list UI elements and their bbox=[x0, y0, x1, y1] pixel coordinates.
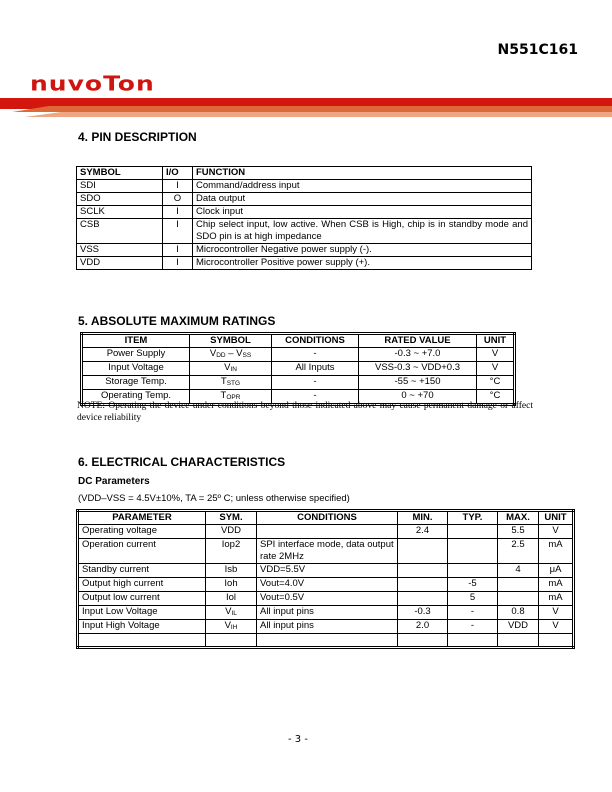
pin-function: Data output bbox=[193, 193, 532, 206]
parameter-max bbox=[498, 578, 539, 592]
empty-cell bbox=[448, 634, 498, 648]
rating-symbol bbox=[190, 376, 272, 390]
test-conditions: (VDD–VSS = 4.5V±10%, TA = 25º C; unless otherwise specified) bbox=[78, 493, 350, 504]
pin-function: Chip select input, low active. When CSB is High, chip is in standby mode and SDO pin is at high impedance bbox=[193, 219, 532, 244]
pin-symbol: SCLK bbox=[77, 206, 163, 219]
rated-value: VSS-0.3 ~ VDD+0.3 bbox=[359, 362, 477, 376]
parameter-symbol bbox=[206, 620, 257, 634]
symbol-base: Isb bbox=[224, 564, 238, 575]
symbol-subscript: OPR bbox=[226, 394, 241, 401]
parameter-u: V bbox=[539, 620, 574, 634]
parameter-condition bbox=[257, 525, 398, 539]
symbol-subscript: IH bbox=[230, 624, 238, 631]
column-header: CONDITIONS bbox=[257, 511, 398, 525]
pin-io: O bbox=[163, 193, 193, 206]
parameter-min bbox=[398, 564, 448, 578]
rating-unit: °C bbox=[477, 376, 515, 390]
pin-symbol: SDI bbox=[77, 180, 163, 193]
parameter-max: 4 bbox=[498, 564, 539, 578]
table-row bbox=[78, 525, 574, 539]
symbol-base: Iop2 bbox=[221, 539, 241, 550]
pin-io: I bbox=[163, 206, 193, 219]
section-6-title: 6. ELECTRICAL CHARACTERISTICS bbox=[78, 455, 286, 469]
parameter-condition: Vout=0.5V bbox=[257, 592, 398, 606]
empty-cell bbox=[398, 634, 448, 648]
rating-condition: - bbox=[272, 390, 359, 405]
rating-unit: V bbox=[477, 362, 515, 376]
parameter-u: mA bbox=[539, 578, 574, 592]
pin-symbol: SDO bbox=[77, 193, 163, 206]
symbol-base: V bbox=[209, 348, 217, 359]
table-row bbox=[77, 180, 532, 193]
dc-parameters-table bbox=[76, 509, 575, 649]
parameter-max: 5.5 bbox=[498, 525, 539, 539]
column-header: SYMBOL bbox=[190, 334, 272, 348]
table-row bbox=[78, 592, 574, 606]
symbol-base: V bbox=[224, 620, 231, 631]
rating-symbol bbox=[190, 362, 272, 376]
header-band bbox=[0, 106, 612, 112]
pin-symbol: VSS bbox=[77, 244, 163, 257]
column-header: TYP. bbox=[448, 511, 498, 525]
column-header: CONDITIONS bbox=[272, 334, 359, 348]
parameter-max bbox=[498, 592, 539, 606]
section-5-title: 5. ABSOLUTE MAXIMUM RATINGS bbox=[78, 314, 276, 328]
parameter-symbol bbox=[206, 525, 257, 539]
nuvoton-logo: nuvoTon bbox=[30, 72, 155, 96]
part-number: N551C161 bbox=[497, 42, 578, 58]
table-row bbox=[78, 539, 574, 564]
pin-io: I bbox=[163, 257, 193, 270]
parameter-u: mA bbox=[539, 592, 574, 606]
parameter-symbol bbox=[206, 578, 257, 592]
rating-item: Power Supply bbox=[82, 348, 190, 362]
parameter-min: 2.0 bbox=[398, 620, 448, 634]
rating-unit: °C bbox=[477, 390, 515, 405]
column-header: SYMBOL bbox=[77, 167, 163, 180]
parameter-min bbox=[398, 539, 448, 564]
parameter-max: 0.8 bbox=[498, 606, 539, 620]
table-row bbox=[78, 578, 574, 592]
rated-value: 0 ~ +70 bbox=[359, 390, 477, 405]
parameter-min: -0.3 bbox=[398, 606, 448, 620]
parameter-u: mA bbox=[539, 539, 574, 564]
empty-cell bbox=[257, 634, 398, 648]
parameter-condition: VDD=5.5V bbox=[257, 564, 398, 578]
dc-parameters-title: DC Parameters bbox=[78, 476, 150, 487]
symbol-subscript: IN bbox=[230, 366, 237, 373]
pin-function: Command/address input bbox=[193, 180, 532, 193]
parameter-typ bbox=[448, 525, 498, 539]
parameter-max: 2.5 bbox=[498, 539, 539, 564]
parameter-condition: SPI interface mode, data output rate 2MHz bbox=[257, 539, 398, 564]
empty-cell bbox=[206, 634, 257, 648]
page-number: - 3 - bbox=[288, 734, 308, 745]
symbol-base: T bbox=[220, 390, 227, 401]
parameter-name: Output low current bbox=[78, 592, 206, 606]
parameter-symbol bbox=[206, 564, 257, 578]
rating-item: Input Voltage bbox=[82, 362, 190, 376]
table-row bbox=[78, 620, 574, 634]
parameter-u: μA bbox=[539, 564, 574, 578]
column-header: SYM. bbox=[206, 511, 257, 525]
rated-value: -0.3 ~ +7.0 bbox=[359, 348, 477, 362]
pin-io: I bbox=[163, 244, 193, 257]
symbol-base: VDD bbox=[220, 525, 242, 536]
table-row bbox=[78, 564, 574, 578]
parameter-name: Operation current bbox=[78, 539, 206, 564]
pin-description-table bbox=[76, 166, 532, 270]
column-header: UNIT bbox=[539, 511, 574, 525]
parameter-u: V bbox=[539, 606, 574, 620]
parameter-name: Input High Voltage bbox=[78, 620, 206, 634]
parameter-name: Input Low Voltage bbox=[78, 606, 206, 620]
table-row bbox=[82, 348, 515, 362]
column-header: PARAMETER bbox=[78, 511, 206, 525]
parameter-symbol bbox=[206, 592, 257, 606]
rating-item: Operating Temp. bbox=[82, 390, 190, 405]
parameter-min bbox=[398, 592, 448, 606]
symbol-subscript: SS bbox=[242, 352, 252, 359]
symbol-base: Iol bbox=[225, 592, 237, 603]
column-header: I/O bbox=[163, 167, 193, 180]
parameter-condition: All input pins bbox=[257, 620, 398, 634]
column-header: MIN. bbox=[398, 511, 448, 525]
table-header-row bbox=[78, 511, 574, 525]
table-row bbox=[77, 244, 532, 257]
table-row bbox=[82, 362, 515, 376]
parameter-typ: - bbox=[448, 606, 498, 620]
rating-item: Storage Temp. bbox=[82, 376, 190, 390]
symbol-base: – V bbox=[225, 348, 243, 359]
pin-symbol: CSB bbox=[77, 219, 163, 244]
table-row bbox=[77, 257, 532, 270]
section-4-title: 4. PIN DESCRIPTION bbox=[78, 130, 197, 144]
parameter-typ: - bbox=[448, 620, 498, 634]
pin-io: I bbox=[163, 180, 193, 193]
rating-condition: All Inputs bbox=[272, 362, 359, 376]
parameter-min bbox=[398, 578, 448, 592]
parameter-min: 2.4 bbox=[398, 525, 448, 539]
parameter-symbol bbox=[206, 606, 257, 620]
parameter-name: Standby current bbox=[78, 564, 206, 578]
parameter-typ: 5 bbox=[448, 592, 498, 606]
parameter-name: Output high current bbox=[78, 578, 206, 592]
parameter-condition: All input pins bbox=[257, 606, 398, 620]
pin-symbol: VDD bbox=[77, 257, 163, 270]
rating-unit: V bbox=[477, 348, 515, 362]
rating-symbol bbox=[190, 348, 272, 362]
empty-cell bbox=[539, 634, 574, 648]
symbol-base: Ioh bbox=[224, 578, 238, 589]
pin-function: Microcontroller Negative power supply (-). bbox=[193, 244, 532, 257]
empty-cell bbox=[78, 634, 206, 648]
table-row bbox=[78, 606, 574, 620]
column-header: ITEM bbox=[82, 334, 190, 348]
header-band bbox=[0, 112, 612, 117]
ratings-note: NOTE: Operating the device under conditions beyond those indicated above may cause permanent damage or affect device reliability bbox=[77, 401, 533, 423]
table-row bbox=[77, 219, 532, 244]
empty-cell bbox=[498, 634, 539, 648]
parameter-typ bbox=[448, 564, 498, 578]
parameter-max: VDD bbox=[498, 620, 539, 634]
symbol-base: T bbox=[220, 376, 227, 387]
parameter-typ bbox=[448, 539, 498, 564]
symbol-subscript: STG bbox=[226, 380, 241, 387]
column-header: UNIT bbox=[477, 334, 515, 348]
table-header-row bbox=[82, 334, 515, 348]
symbol-subscript: DD bbox=[216, 352, 226, 359]
column-header: RATED VALUE bbox=[359, 334, 477, 348]
symbol-base: V bbox=[225, 606, 232, 617]
rating-condition: - bbox=[272, 376, 359, 390]
rated-value: -55 ~ +150 bbox=[359, 376, 477, 390]
parameter-condition: Vout=4.0V bbox=[257, 578, 398, 592]
symbol-base: V bbox=[224, 362, 231, 373]
table-row bbox=[77, 206, 532, 219]
pin-function: Microcontroller Positive power supply (+). bbox=[193, 257, 532, 270]
parameter-symbol bbox=[206, 539, 257, 564]
absolute-max-ratings-table bbox=[80, 332, 516, 406]
parameter-typ: -5 bbox=[448, 578, 498, 592]
table-row bbox=[77, 193, 532, 206]
empty-row bbox=[78, 634, 574, 648]
column-header: MAX. bbox=[498, 511, 539, 525]
table-row bbox=[82, 376, 515, 390]
rating-condition: - bbox=[272, 348, 359, 362]
pin-function: Clock input bbox=[193, 206, 532, 219]
table-header-row bbox=[77, 167, 532, 180]
pin-io: I bbox=[163, 219, 193, 244]
column-header: FUNCTION bbox=[193, 167, 532, 180]
parameter-name: Operating voltage bbox=[78, 525, 206, 539]
parameter-u: V bbox=[539, 525, 574, 539]
symbol-subscript: IL bbox=[231, 610, 237, 617]
